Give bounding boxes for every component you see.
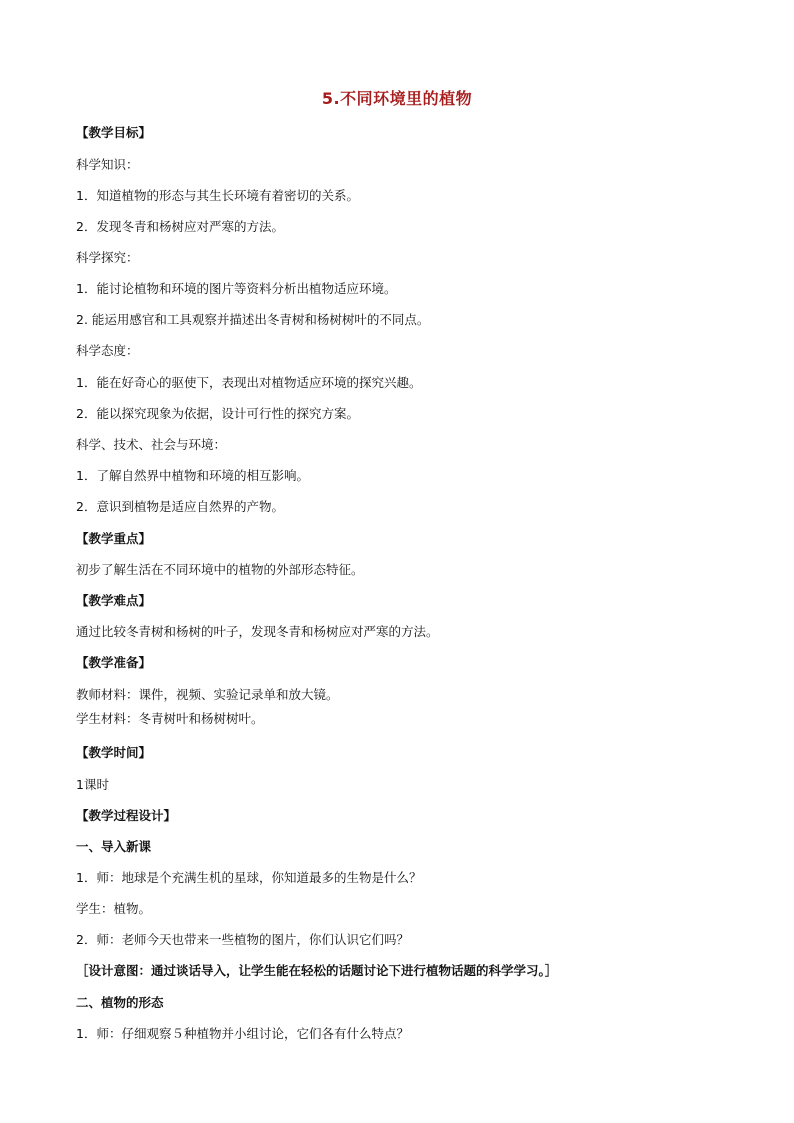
knowledge-item: 2．发现冬青和杨树应对严寒的方法。 <box>76 219 284 234</box>
sts-item: 2．意识到植物是适应自然界的产物。 <box>76 499 284 514</box>
attitude-item: 2．能以探究现象为依据，设计可行性的探究方案。 <box>76 406 359 421</box>
student-materials: 学生材料：冬青树叶和杨树树叶。 <box>76 711 264 726</box>
attitude-heading: 科学态度： <box>76 343 139 358</box>
inquiry-item: 1．能讨论植物和环境的图片等资料分析出植物适应环境。 <box>76 281 397 296</box>
knowledge-item: 1．知道植物的形态与其生长环境有着密切的关系。 <box>76 188 359 203</box>
attitude-item: 1．能在好奇心的驱使下，表现出对植物适应环境的探究兴趣。 <box>76 375 422 390</box>
key-point-text: 初步了解生活在不同环境中的植物的外部形态特征。 <box>76 562 364 577</box>
part-one-line: 学生：植物。 <box>76 901 152 916</box>
teacher-materials: 教师材料：课件，视频、实验记录单和放大镜。 <box>76 687 339 702</box>
time-heading: 【教学时间】 <box>76 745 152 760</box>
part-one-heading: 一、导入新课 <box>76 839 152 854</box>
inquiry-item: 2. 能运用感官和工具观察并描述出冬青树和杨树树叶的不同点。 <box>76 312 430 327</box>
difficulty-heading: 【教学难点】 <box>76 593 152 608</box>
sts-heading: 科学、技术、社会与环境： <box>76 437 227 452</box>
design-intent-note: ［设计意图：通过谈话导入，让学生能在轻松的话题讨论下进行植物话题的科学学习。］ <box>76 963 558 978</box>
part-one-line: 2．师：老师今天也带来一些植物的图片，你们认识它们吗？ <box>76 932 409 947</box>
key-point-heading: 【教学重点】 <box>76 531 152 546</box>
objectives-heading: 【教学目标】 <box>76 125 152 140</box>
sts-item: 1．了解自然界中植物和环境的相互影响。 <box>76 468 309 483</box>
time-text: 1课时 <box>76 777 109 792</box>
document-title: 5.不同环境里的植物 <box>321 89 473 108</box>
preparation-heading: 【教学准备】 <box>76 655 152 670</box>
part-one-line: 1．师：地球是个充满生机的星球，你知道最多的生物是什么？ <box>76 870 422 885</box>
part-two-line: 1．师：仔细观察５种植物并小组讨论，它们各有什么特点？ <box>76 1026 409 1041</box>
part-two-heading: 二、植物的形态 <box>76 995 164 1010</box>
process-heading: 【教学过程设计】 <box>76 808 177 823</box>
inquiry-heading: 科学探究： <box>76 250 139 265</box>
difficulty-text: 通过比较冬青树和杨树的叶子，发现冬青和杨树应对严寒的方法。 <box>76 624 439 639</box>
knowledge-heading: 科学知识： <box>76 157 139 172</box>
